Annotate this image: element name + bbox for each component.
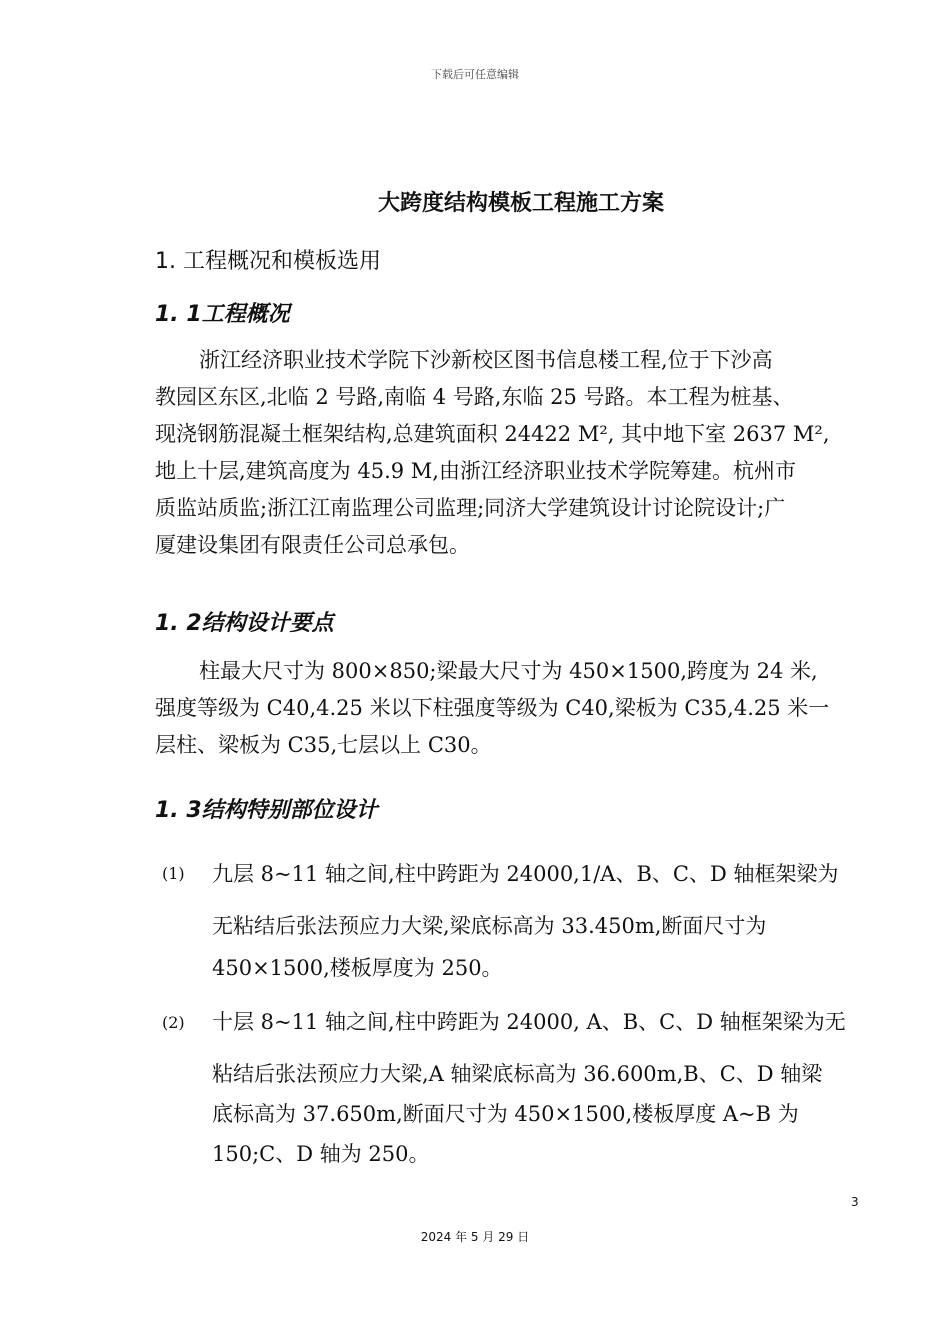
list-item: [212, 1004, 862, 1172]
paragraph-line: 厦建设集团有限责任公司总承包。: [155, 533, 470, 557]
paragraph-line: 强度等级为 C40,4.25 米以下柱强度等级为 C40,梁板为 C35,4.25 米一: [155, 696, 830, 720]
list-item-line: 九层 8~11 轴之间,柱中跨距为 24000,1/A、B、C、D 轴框架梁为: [212, 862, 839, 886]
footer-date: 2024 年 5 月 29 日: [420, 1230, 530, 1244]
list-item-line: 底标高为 37.650m,断面尺寸为 450×1500,楼板厚度 A~B 为: [212, 1102, 799, 1126]
list-item-number: (2): [162, 1013, 185, 1032]
paragraph-line: 层柱、梁板为 C35,七层以上 C30。: [155, 733, 492, 757]
list-item-line: 无粘结后张法预应力大梁,梁底标高为 33.450m,断面尺寸为: [212, 914, 767, 938]
paragraph-design-points: [155, 653, 865, 764]
list-item-line: 150;C、D 轴为 250。: [212, 1142, 430, 1166]
section-heading-1-1: 1. 1工程概况: [155, 302, 290, 327]
paragraph-line: 柱最大尺寸为 800×850;梁最大尺寸为 450×1500,跨度为 24 米,: [199, 659, 818, 683]
paragraph-line: 现浇钢筋混凝土框架结构,总建筑面积 24422 M², 其中地下室 2637 M²,: [155, 422, 830, 446]
document-title: 大跨度结构模板工程施工方案: [378, 191, 665, 216]
paragraph-line: 教园区东区,北临 2 号路,南临 4 号路,东临 25 号路。本工程为桩基、: [155, 385, 794, 409]
list-item-number: (1): [162, 864, 185, 883]
list-item: [212, 856, 862, 986]
section-heading-1-3: 1. 3结构特别部位设计: [155, 798, 378, 823]
page-number: 3: [851, 1195, 859, 1209]
paragraph-project-overview: [155, 342, 865, 564]
header-note: 下载后可任意编辑: [431, 68, 519, 81]
section-heading-1: 1. 工程概况和模板选用: [155, 249, 381, 274]
list-item-line: 450×1500,楼板厚度为 250。: [212, 956, 503, 980]
list-item-line: 粘结后张法预应力大梁,A 轴梁底标高为 36.600m,B、C、D 轴梁: [212, 1062, 823, 1086]
paragraph-line: 质监站质监;浙江江南监理公司监理;同济大学建筑设计讨论院设计;广: [155, 496, 786, 520]
section-heading-1-2: 1. 2结构设计要点: [155, 611, 334, 636]
paragraph-line: 地上十层,建筑高度为 45.9 M,由浙江经济职业技术学院筹建。杭州市: [155, 459, 796, 483]
paragraph-line: 浙江经济职业技术学院下沙新校区图书信息楼工程,位于下沙高: [199, 348, 773, 372]
list-item-line: 十层 8~11 轴之间,柱中跨距为 24000, A、B、C、D 轴框架梁为无: [212, 1010, 846, 1034]
